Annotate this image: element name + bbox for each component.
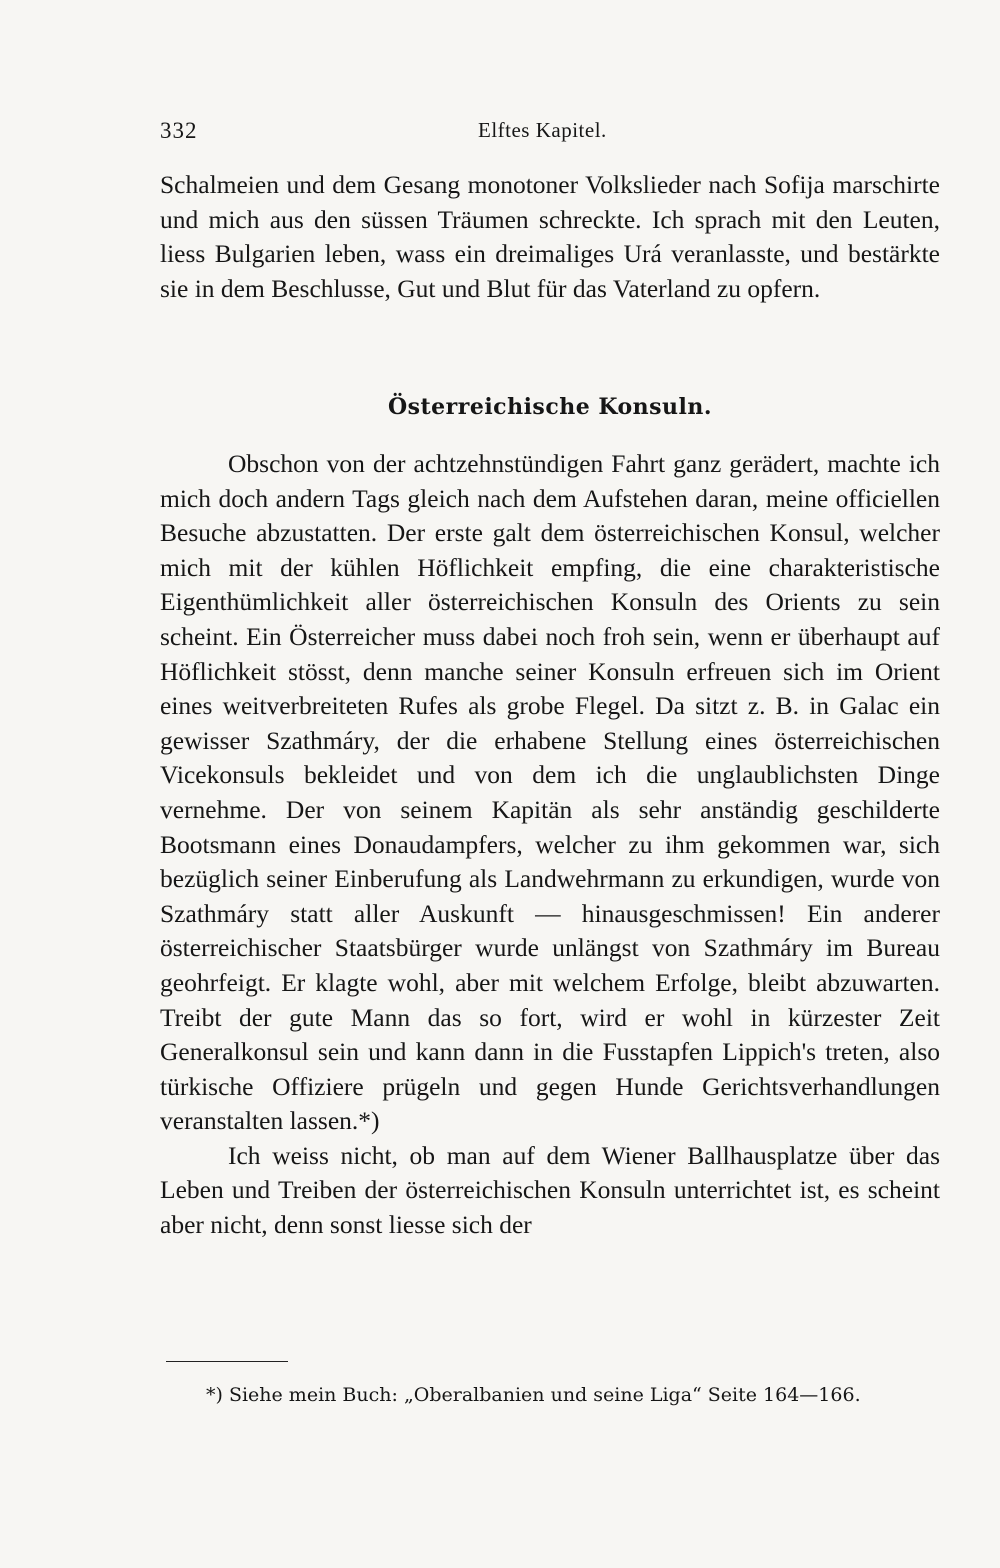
section-heading: Österreichische Konsuln. bbox=[387, 394, 713, 420]
page-number: 332 bbox=[160, 118, 198, 143]
page-header bbox=[160, 118, 940, 150]
section-body bbox=[160, 447, 940, 1243]
footnote: *) Siehe mein Buch: „Oberalbanien und seine Liga“ Seite 164—166. bbox=[206, 1384, 861, 1406]
footnote-divider bbox=[166, 1361, 288, 1362]
body-paragraph-2: Ich weiss nicht, ob man auf dem Wiener Ballhausplatze über das Leben und Treiben der österreichischen Konsuln unterrichtet ist, es scheint aber nicht, denn sonst liesse sich der bbox=[160, 1140, 940, 1240]
running-head: Elftes Kapitel. bbox=[478, 118, 607, 142]
body-paragraph-1: Obschon von der achtzehnstündigen Fahrt ganz gerädert, machte ich mich doch andern Tags gleich nach dem Aufstehen daran, meine officiellen Besuche abzustatten. Der erste galt dem österreichischen Konsul, welcher mich mit der kühlen Höflichkeit empfing, die eine charakteristische Eigenthümlichkeit aller österreichischen Konsuln des Orients zu sein scheint. Ein Österreicher muss dabei noch froh sein, wenn er überhaupt auf Höflichkeit stösst, denn manche seiner Konsuln erfreuen sich im Orient eines weitverbreiteten Rufes als grobe Flegel. Da sitzt z. B. in Galac ein gewisser Szathmáry, der die erhabene Stellung eines österreichischen Vicekonsuls bekleidet und von dem ich die unglaublichsten Dinge vernehme. Der von seinem Kapitän als sehr anständig geschilderte Bootsmann eines Donaudampfers, welcher zu ihm gekommen war, sich bezüglich seiner Einberufung als Landwehrmann zu erkundigen, wurde von Szathmáry statt aller Auskunft — hinausgeschmissen! Ein anderer österreichischer Staatsbürger wurde unlängst von Szathmáry im Bureau geohrfeigt. Er klagte wohl, aber mit welchem Erfolge, bleibt abzuwarten. Treibt der gute Mann das so fort, wird er wohl in kürzester Zeit Generalkonsul sein und kann dann in die Fusstapfen Lippich's treten, also türkische Offiziere prügeln und gegen Hunde Gerichtsverhandlungen veranstalten lassen.*) bbox=[160, 449, 940, 1136]
intro-paragraph: Schalmeien und dem Gesang monotoner Volkslieder nach Sofija marschirte und mich aus den süssen Träumen schreckte. Ich sprach mit den Leuten, liess Bulgarien leben, wass ein dreimaliges Urá veranlasste, und bestärkte sie in dem Beschlusse, Gut und Blut für das Vaterland zu opfern. bbox=[160, 170, 940, 303]
intro-text bbox=[160, 168, 940, 306]
